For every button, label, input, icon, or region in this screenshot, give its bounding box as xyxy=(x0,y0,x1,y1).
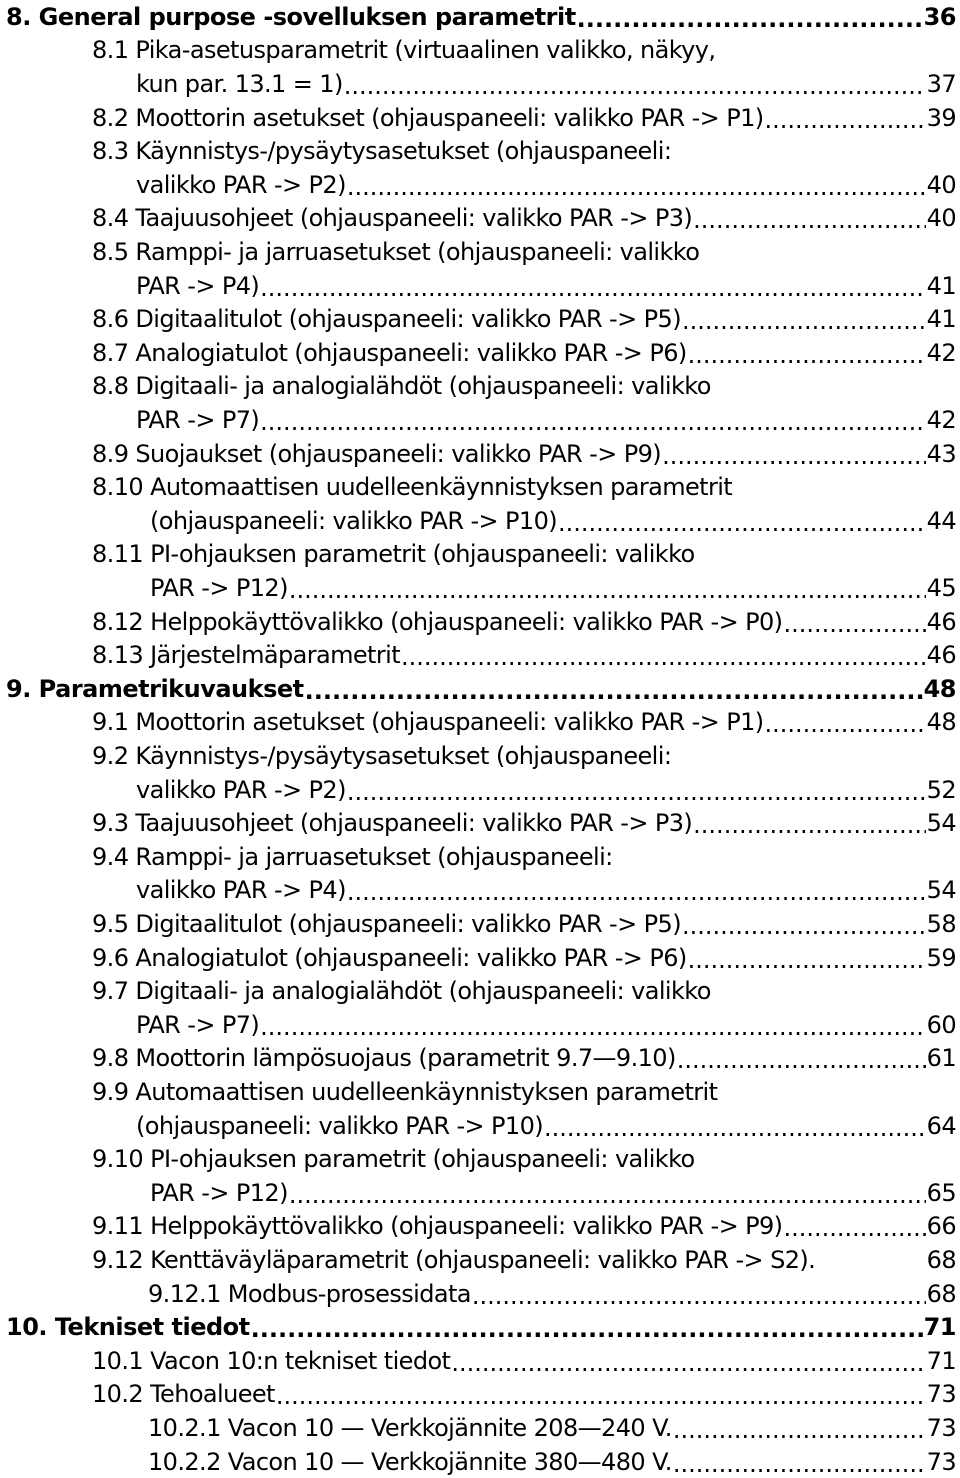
toc-entry xyxy=(92,34,956,68)
toc-page-number: 46 xyxy=(926,641,956,670)
toc-entry-title: 10.2 Tehoalueet xyxy=(92,1380,275,1409)
toc-entry-title: 9.8 Moottorin lämpösuojaus (parametrit 9.7—9.10) xyxy=(92,1044,676,1073)
toc-page-number: 54 xyxy=(926,809,956,838)
toc-entry xyxy=(92,437,956,471)
dot-leader xyxy=(544,1116,926,1140)
dot-leader xyxy=(577,7,923,31)
toc-page-number: 52 xyxy=(926,775,956,804)
toc-entry-title: 8.6 Digitaalitulot (ohjauspaneeli: valikko PAR -> P5) xyxy=(92,305,681,334)
toc-entry-title: 9.6 Analogiatulot (ohjauspaneeli: valikko PAR -> P6) xyxy=(92,943,687,972)
dot-leader xyxy=(688,343,926,367)
toc-entry-title: 8.11 PI-ohjauksen parametrit (ohjauspaneeli: valikko xyxy=(92,540,695,569)
dot-leader xyxy=(783,612,925,636)
toc-entry xyxy=(136,874,956,908)
toc-entry xyxy=(136,67,956,101)
dot-leader xyxy=(251,1317,923,1341)
dot-leader xyxy=(260,1015,925,1039)
dot-leader xyxy=(682,914,926,938)
toc-entry xyxy=(136,773,956,807)
toc-entry xyxy=(92,538,956,572)
toc-entry-title: 9.3 Taajuusohjeet (ohjauspaneeli: valikko PAR -> P3) xyxy=(92,809,693,838)
toc-entry-title: 9.2 Käynnistys-/pysäytysasetukset (ohjauspaneeli: xyxy=(92,741,672,770)
toc-entry-title: valikko PAR -> P4) xyxy=(136,876,346,905)
toc-entry-title: PAR -> P12) xyxy=(150,573,288,602)
toc-entry-title: 8.10 Automaattisen uudelleenkäynnistyksen parametrit xyxy=(92,473,733,502)
toc-entry-title: 10. Tekniset tiedot xyxy=(6,1313,250,1342)
toc-page-number: 54 xyxy=(926,876,956,905)
dot-leader xyxy=(347,880,926,904)
toc-entry-title: (ohjauspaneeli: valikko PAR -> P10) xyxy=(136,1111,544,1140)
toc-page-number: 66 xyxy=(926,1212,956,1241)
toc-entry-title: 8.9 Suojaukset (ohjauspaneeli: valikko PAR -> P9) xyxy=(92,439,662,468)
toc-entry-title: 10.2.1 Vacon 10 — Verkkojännite 208—240 V. xyxy=(148,1413,672,1442)
toc-page-number: 43 xyxy=(926,439,956,468)
toc-entry-title: kun par. 13.1 = 1) xyxy=(136,69,343,98)
toc-page-number: 42 xyxy=(926,338,956,367)
toc-entry xyxy=(92,202,956,236)
toc-page-number: 73 xyxy=(926,1413,956,1442)
dot-leader xyxy=(693,813,925,837)
toc-entry-title: PAR -> P7) xyxy=(136,1010,260,1039)
toc-entry-title: 9.11 Helppokäyttövalikko (ohjauspaneeli: valikko PAR -> P9) xyxy=(92,1212,783,1241)
toc-page-number: 46 xyxy=(926,607,956,636)
toc-entry-title: 9.10 PI-ohjauksen parametrit (ohjauspaneeli: valikko xyxy=(92,1145,695,1174)
dot-leader xyxy=(347,780,926,804)
toc-entry-title: 8.8 Digitaali- ja analogialähdöt (ohjauspaneeli: valikko xyxy=(92,372,711,401)
toc-entry xyxy=(136,269,956,303)
toc-entry-title: 9.7 Digitaali- ja analogialähdöt (ohjauspaneeli: valikko xyxy=(92,977,711,1006)
dot-leader xyxy=(289,1183,926,1207)
toc-entry xyxy=(92,1075,956,1109)
toc-entry xyxy=(150,504,956,538)
toc-entry-title: 9.5 Digitaalitulot (ohjauspaneeli: valikko PAR -> P5) xyxy=(92,909,681,938)
toc-entry-title: 9.9 Automaattisen uudelleenkäynnistyksen parametrit xyxy=(92,1077,718,1106)
dot-leader xyxy=(673,1418,926,1442)
toc-page-number: 68 xyxy=(926,1245,956,1274)
toc-entry xyxy=(92,605,956,639)
toc-entry xyxy=(92,370,956,404)
toc-page-number: 58 xyxy=(926,909,956,938)
toc-entry-title: (ohjauspaneeli: valikko PAR -> P10) xyxy=(150,506,558,535)
toc-page-number: 44 xyxy=(926,506,956,535)
toc-page-number: 71 xyxy=(926,1346,956,1375)
toc-entry xyxy=(92,974,956,1008)
toc-entry-title: 9.12 Kenttäväyläparametrit (ohjauspaneeli: valikko PAR -> S2). xyxy=(92,1245,816,1274)
toc-entry xyxy=(92,1042,956,1076)
toc-entry xyxy=(92,840,956,874)
dot-leader xyxy=(662,444,926,468)
toc-entry-title: 10.1 Vacon 10:n tekniset tiedot xyxy=(92,1346,451,1375)
toc-entry-title: valikko PAR -> P2) xyxy=(136,775,346,804)
toc-page-number: 71 xyxy=(923,1313,956,1342)
toc-entry xyxy=(150,1176,956,1210)
toc-entry xyxy=(6,1310,956,1344)
toc-entry xyxy=(92,1243,956,1277)
toc-entry xyxy=(136,168,956,202)
toc-entry-title: 8.1 Pika-asetusparametrit (virtuaalinen valikko, näkyy, xyxy=(92,36,716,65)
dot-leader xyxy=(344,74,926,98)
toc-page-number: 64 xyxy=(926,1111,956,1140)
toc-entry xyxy=(136,1109,956,1143)
toc-entry-title: PAR -> P12) xyxy=(150,1178,288,1207)
toc-entry xyxy=(92,806,956,840)
dot-leader xyxy=(693,208,925,232)
toc-entry-title: 10.2.2 Vacon 10 — Verkkojännite 380—480 V. xyxy=(148,1447,672,1476)
toc-entry xyxy=(92,941,956,975)
dot-leader xyxy=(783,1216,925,1240)
toc-entry xyxy=(92,1344,956,1378)
toc-page-number: 45 xyxy=(926,573,956,602)
toc-entry xyxy=(92,101,956,135)
toc-entry-title: 8.3 Käynnistys-/pysäytysasetukset (ohjauspaneeli: xyxy=(92,137,672,166)
toc-entry-title: 8.2 Moottorin asetukset (ohjauspaneeli: valikko PAR -> P1) xyxy=(92,103,764,132)
toc-entry xyxy=(92,907,956,941)
toc-entry-title: 9.12.1 Modbus-prosessidata xyxy=(148,1279,471,1308)
toc-page-number: 65 xyxy=(926,1178,956,1207)
toc-entry-title: 9. Parametrikuvaukset xyxy=(6,674,304,703)
toc-page-number: 59 xyxy=(926,943,956,972)
dot-leader xyxy=(765,108,926,132)
toc-entry xyxy=(92,470,956,504)
toc-page-number: 48 xyxy=(923,674,956,703)
toc-entry xyxy=(92,706,956,740)
toc-entry-title: 8.4 Taajuusohjeet (ohjauspaneeli: valikko PAR -> P3) xyxy=(92,204,693,233)
dot-leader xyxy=(260,276,925,300)
dot-leader xyxy=(305,679,923,703)
dot-leader xyxy=(688,948,926,972)
dot-leader xyxy=(289,578,926,602)
toc-entry xyxy=(92,739,956,773)
dot-leader xyxy=(682,309,926,333)
toc-entry-title: PAR -> P7) xyxy=(136,405,260,434)
toc-page-number: 48 xyxy=(926,708,956,737)
toc-entry xyxy=(6,0,956,34)
toc-entry xyxy=(136,403,956,437)
toc-entry xyxy=(92,134,956,168)
toc-page-number: 41 xyxy=(926,271,956,300)
dot-leader xyxy=(677,1048,926,1072)
toc-entry xyxy=(92,1210,956,1244)
toc-page-number: 40 xyxy=(926,204,956,233)
toc-page-number: 60 xyxy=(926,1010,956,1039)
toc-entry xyxy=(92,302,956,336)
toc-page-number: 42 xyxy=(926,405,956,434)
toc-entry xyxy=(92,336,956,370)
toc-entry xyxy=(92,1378,956,1412)
toc-entry-title: 8.12 Helppokäyttövalikko (ohjauspaneeli: valikko PAR -> P0) xyxy=(92,607,783,636)
toc-entry-title: PAR -> P4) xyxy=(136,271,260,300)
toc-entry xyxy=(148,1277,956,1311)
toc-entry xyxy=(148,1445,956,1478)
toc-page-number: 41 xyxy=(926,305,956,334)
dot-leader xyxy=(276,1384,926,1408)
toc-entry xyxy=(92,638,956,672)
toc-page-number: 68 xyxy=(926,1279,956,1308)
dot-leader xyxy=(558,511,926,535)
toc-entry-title: 8. General purpose -sovelluksen parametrit xyxy=(6,2,576,31)
dot-leader xyxy=(347,175,926,199)
toc-entry xyxy=(6,672,956,706)
toc-entry xyxy=(150,571,956,605)
toc-entry xyxy=(92,1142,956,1176)
toc-page-number: 40 xyxy=(926,170,956,199)
toc-page-number: 39 xyxy=(926,103,956,132)
toc-entry xyxy=(136,1008,956,1042)
dot-leader xyxy=(472,1284,926,1308)
toc-page-number: 73 xyxy=(926,1447,956,1476)
toc-entry xyxy=(92,235,956,269)
dot-leader xyxy=(451,1351,925,1375)
toc-entry-title: 9.4 Ramppi- ja jarruasetukset (ohjauspaneeli: xyxy=(92,842,613,871)
dot-leader xyxy=(673,1452,926,1476)
toc-entry-title: 8.13 Järjestelmäparametrit xyxy=(92,641,401,670)
toc-page-number: 61 xyxy=(926,1044,956,1073)
toc-entry-title: 8.7 Analogiatulot (ohjauspaneeli: valikko PAR -> P6) xyxy=(92,338,687,367)
toc-entry-title: valikko PAR -> P2) xyxy=(136,170,346,199)
dot-leader xyxy=(401,645,926,669)
dot-leader xyxy=(260,410,925,434)
toc-page-number: 73 xyxy=(926,1380,956,1409)
toc-entry-title: 8.5 Ramppi- ja jarruasetukset (ohjauspaneeli: valikko xyxy=(92,237,700,266)
toc-entry-title: 9.1 Moottorin asetukset (ohjauspaneeli: valikko PAR -> P1) xyxy=(92,708,764,737)
toc-entry xyxy=(148,1411,956,1445)
toc-page-number: 36 xyxy=(923,2,956,31)
toc-page-number: 37 xyxy=(926,69,956,98)
dot-leader xyxy=(765,712,926,736)
